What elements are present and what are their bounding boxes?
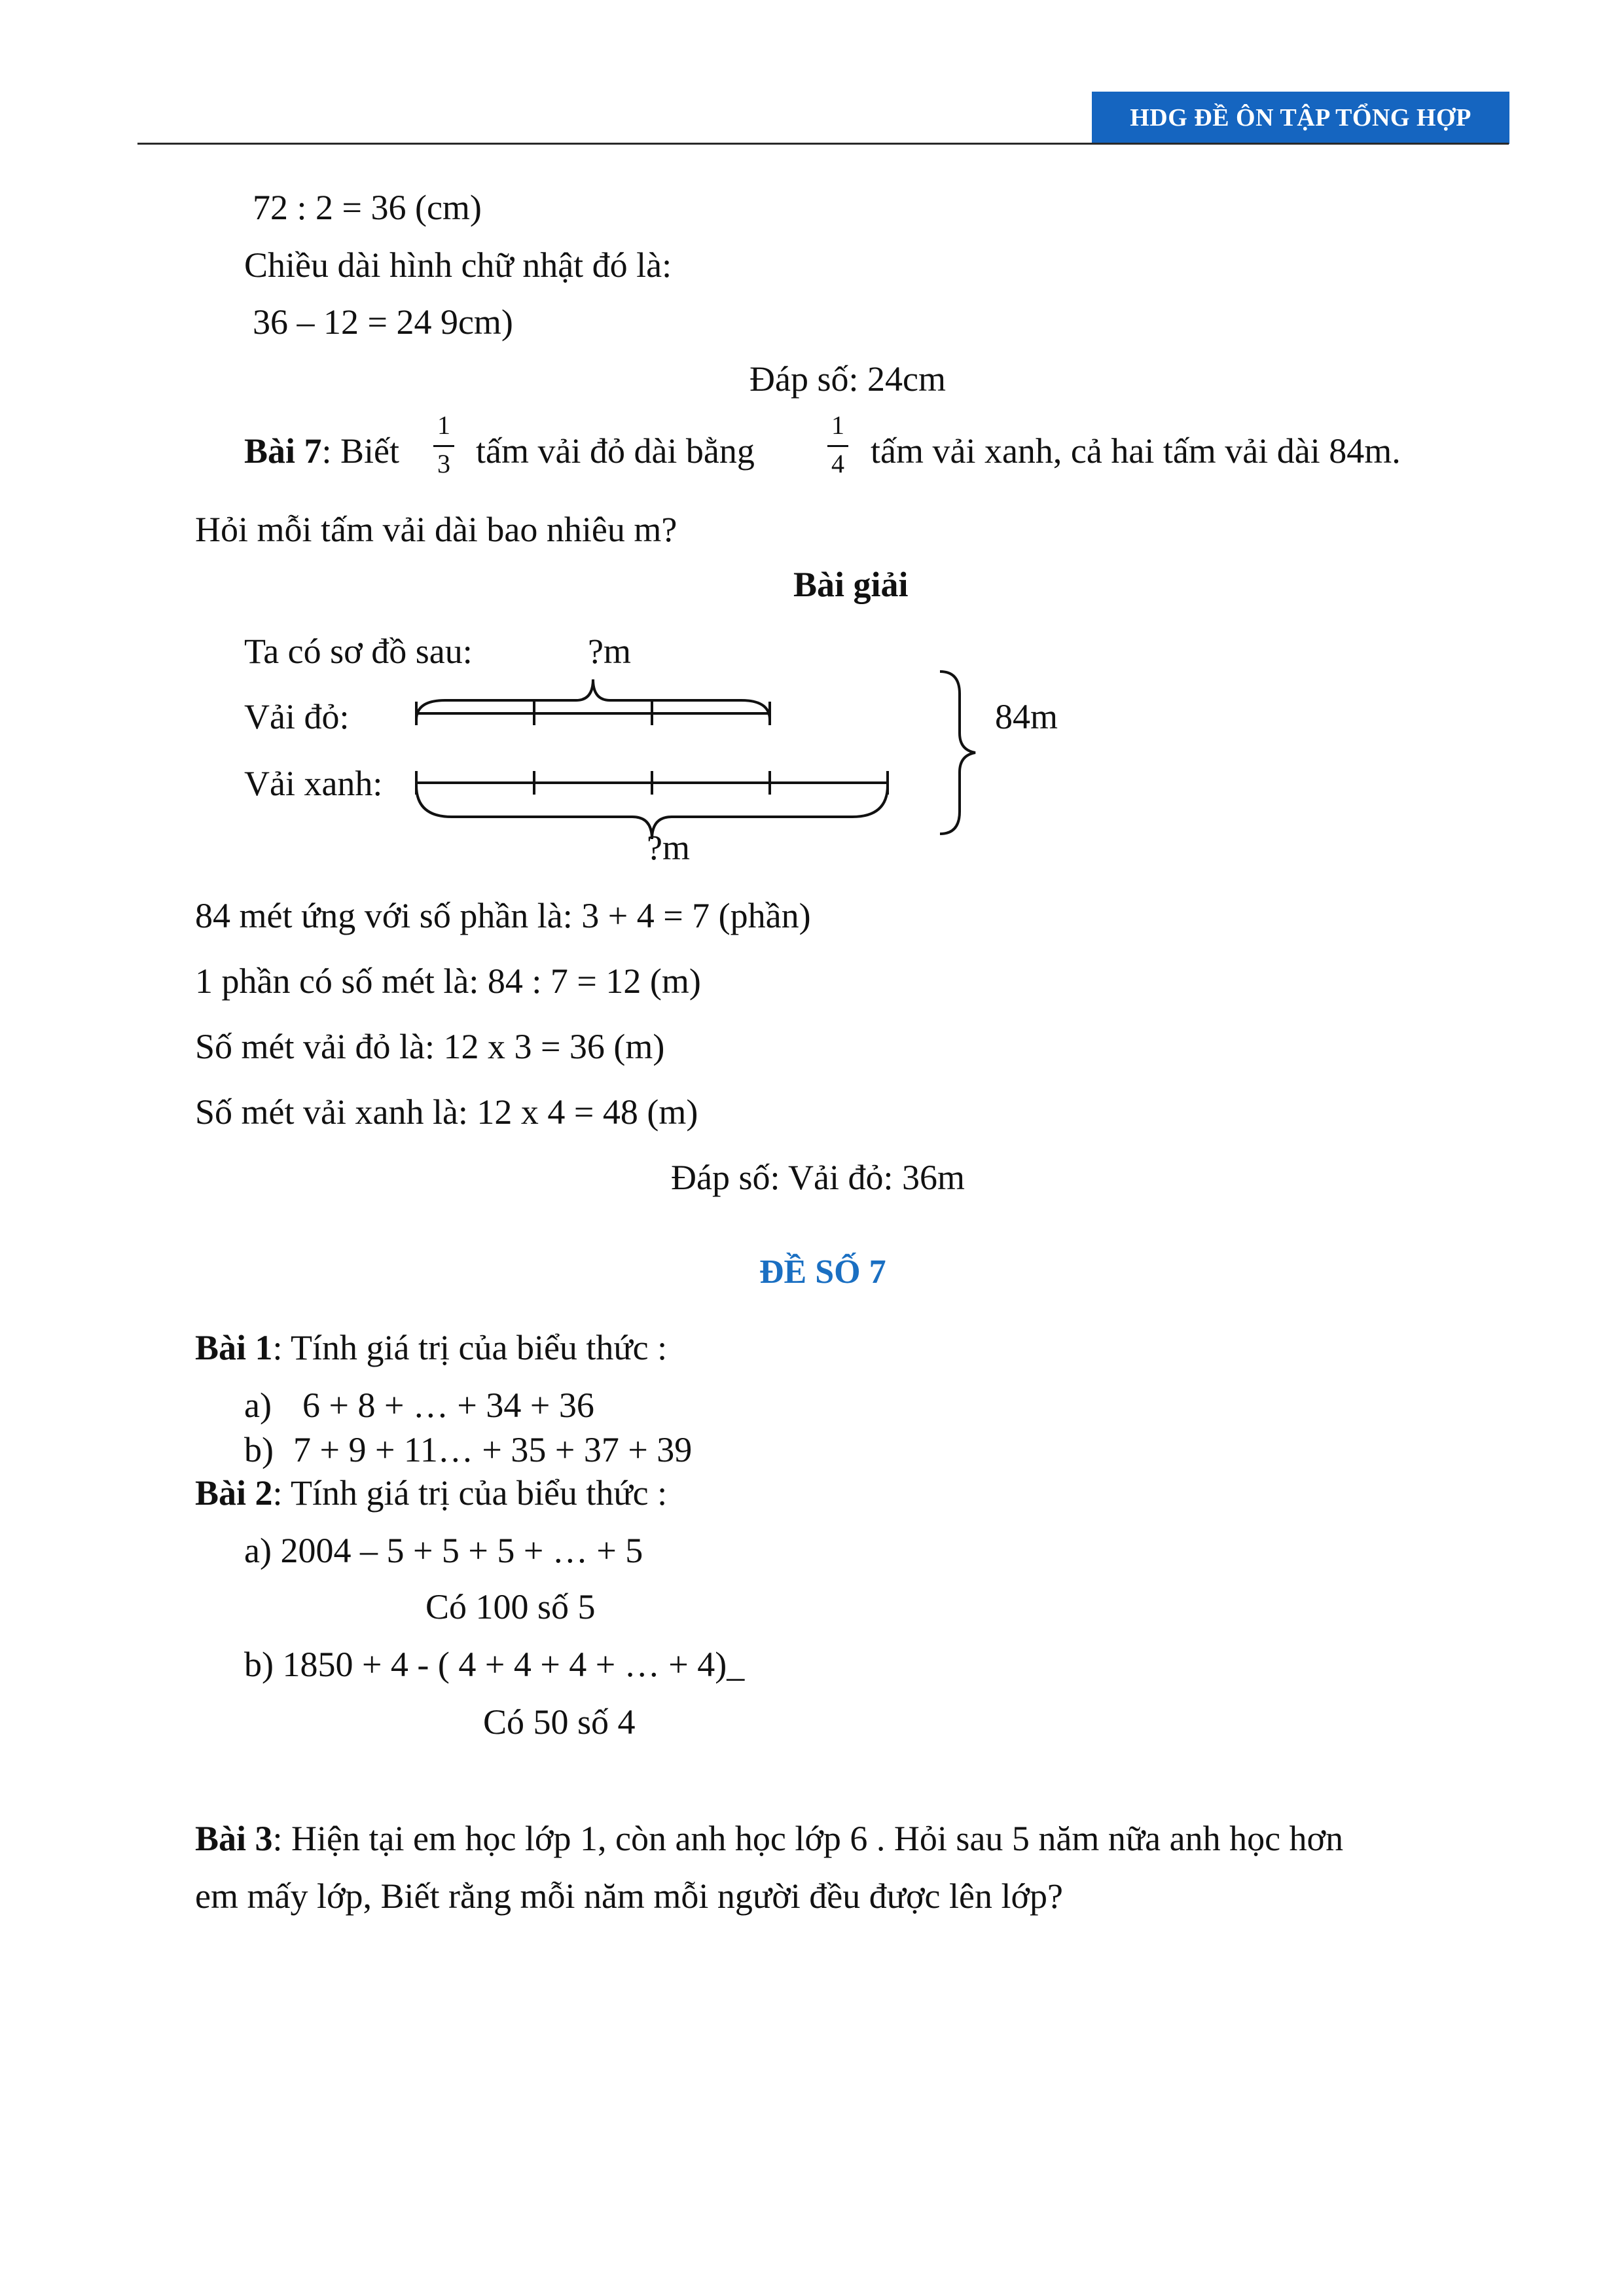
bai1-label: Bài 1: [195, 1328, 273, 1367]
blue-fabric-label: Vải xanh:: [244, 764, 383, 803]
bai3-statement: [195, 1821, 1343, 1856]
bai3-label: Bài 3: [195, 1819, 273, 1858]
bai1-a-expression: 6 + 8 + … + 34 + 36: [302, 1386, 594, 1425]
fraction-numerator: 1: [437, 410, 450, 440]
bai7-label: Bài 7: [244, 431, 322, 471]
answer-24cm: Đáp số: 24cm: [749, 359, 946, 399]
total-label: 84m: [995, 697, 1058, 736]
red-question-label: ?m: [588, 632, 631, 671]
answer-bai7: Đáp số: Vải đỏ: 36m: [671, 1158, 965, 1197]
bai7-text-1: : Biết: [321, 431, 400, 471]
bai1-a-label: a): [244, 1386, 272, 1425]
bai2-a-note: Có 100 số 5: [425, 1587, 596, 1626]
bai2-label: Bài 2: [195, 1473, 273, 1513]
bai1-text: : Tính giá trị của biểu thức :: [272, 1328, 668, 1367]
section-title: ĐỀ SỐ 7: [759, 1253, 886, 1291]
solution-line-3: 36 – 12 = 24 9cm): [253, 302, 513, 342]
fraction-numerator: 1: [831, 410, 844, 440]
bai2-b-note: Có 50 số 4: [483, 1702, 636, 1742]
bai7-text-2: tấm vải đỏ dài bằng: [476, 431, 755, 471]
bai7-text-3: tấm vải xanh, cả hai tấm vải dài 84m.: [871, 431, 1401, 471]
bai1-b-label: b): [244, 1430, 274, 1469]
solution-title: Bài giải: [793, 565, 909, 604]
step-4: Số mét vải xanh là: 12 x 4 = 48 (m): [195, 1092, 698, 1132]
bai1-b-expression: 7 + 9 + 11… + 35 + 37 + 39: [293, 1430, 693, 1469]
red-fabric-label: Vải đỏ:: [244, 697, 350, 736]
bai2-text: : Tính giá trị của biểu thức :: [272, 1473, 668, 1513]
total-right-brace: [940, 672, 975, 834]
step-2: 1 phần có số mét là: 84 : 7 = 12 (m): [195, 961, 701, 1001]
diagram-intro: Ta có sơ đồ sau:: [244, 632, 473, 671]
bai1-statement: [195, 1330, 667, 1365]
bai2-statement: [195, 1475, 667, 1511]
bai2-a-expression: a) 2004 – 5 + 5 + 5 + … + 5: [244, 1531, 643, 1570]
solution-line-2: Chiều dài hình chữ nhật đó là:: [244, 245, 672, 285]
blue-question-label: ?m: [647, 828, 690, 867]
fraction-denominator: 3: [437, 449, 450, 478]
header-badge: HDG ĐỀ ÔN TẬP TỔNG HỢP: [1092, 92, 1509, 144]
bai3-text-line-2: em mấy lớp, Biết rằng mỗi năm mỗi người đều được lên lớp?: [195, 1876, 1064, 1916]
step-3: Số mét vải đỏ là: 12 x 3 = 36 (m): [195, 1027, 665, 1066]
bai3-text: : Hiện tại em học lớp 1, còn anh học lớp 6 . Hỏi sau 5 năm nữa anh học hơn: [272, 1819, 1344, 1858]
fraction-denominator: 4: [831, 449, 844, 478]
solution-line-1: 72 : 2 = 36 (cm): [253, 188, 482, 227]
step-1: 84 mét ứng với số phần là: 3 + 4 = 7 (phần): [195, 896, 811, 935]
bai7-question: Hỏi mỗi tấm vải dài bao nhiêu m?: [195, 510, 677, 549]
bai2-b-expression: b) 1850 + 4 - ( 4 + 4 + 4 + … + 4)_: [244, 1645, 745, 1684]
